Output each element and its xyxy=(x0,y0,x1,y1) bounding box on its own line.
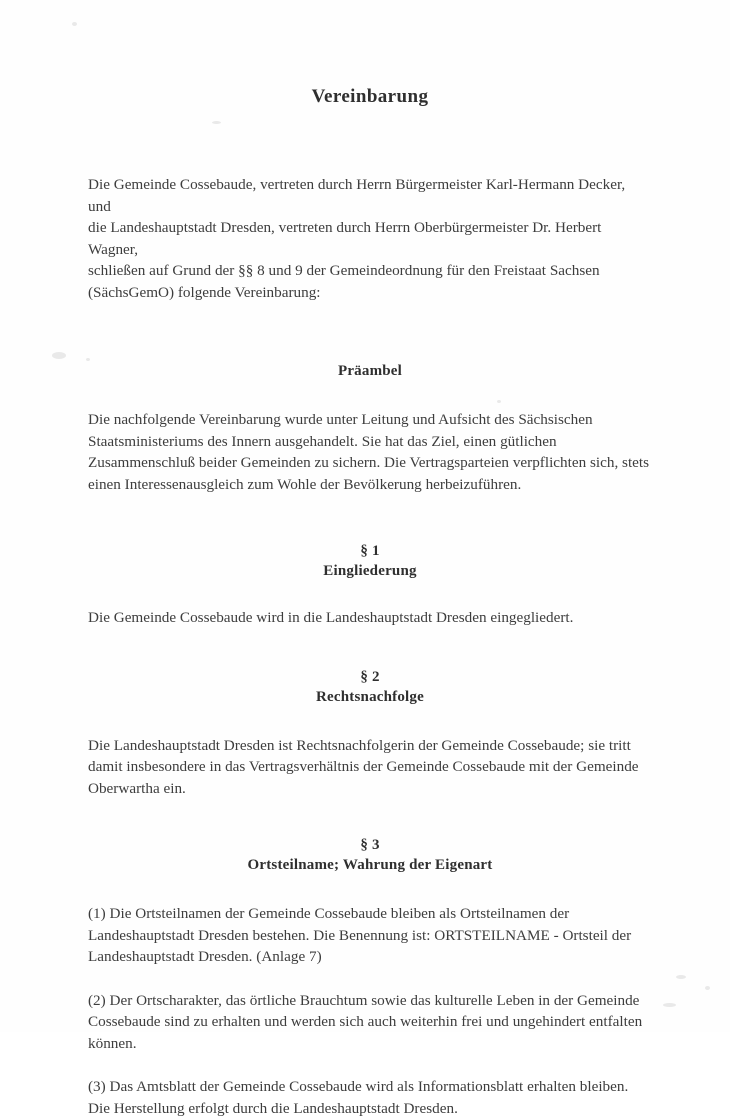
intro-line-5: (SächsGemO) folgende Vereinbarung: xyxy=(88,283,321,301)
section-1-paragraph-1: Die Gemeinde Cossebaude wird in die Landeshauptstadt Dresden eingegliedert. xyxy=(88,609,574,626)
scan-speck xyxy=(705,986,710,990)
preamble-body xyxy=(88,409,652,495)
intro-line-1: Die Gemeinde Cossebaude, vertreten durch Herrn Bürgermeister Karl-Hermann Decker, xyxy=(88,176,626,193)
scan-speck xyxy=(663,1003,676,1007)
section-heading-1 xyxy=(88,541,652,581)
section-body-1 xyxy=(88,607,652,629)
scan-speck xyxy=(72,22,77,26)
section-body-2 xyxy=(88,735,652,800)
section-heading-2 xyxy=(88,667,652,707)
scan-speck xyxy=(52,352,66,359)
intro-block xyxy=(88,174,652,303)
intro-line-3: die Landeshauptstadt Dresden, vertreten durch Herrn Oberbürgermeister Dr. Herbert Wagner, xyxy=(88,219,602,258)
intro-line-2: und xyxy=(88,197,111,215)
intro-line-4: schließen auf Grund der §§ 8 und 9 der Gemeindeordnung für den Freistaat Sachsen xyxy=(88,262,600,279)
section-body-3-cont2 xyxy=(88,1076,652,1119)
page-title: Vereinbarung xyxy=(311,86,429,107)
section-name-3: Ortsteilname; Wahrung der Eigenart xyxy=(247,857,493,873)
section-name-1: Eingliederung xyxy=(323,563,417,579)
section-name-2: Rechtsnachfolge xyxy=(316,688,424,705)
section-3-paragraph-3: (3) Das Amtsblatt der Gemeinde Cossebaude wird als Informationsblatt erhalten bleiben. Die Herstellung erfolgt durch die Landeshauptstadt Dresden. xyxy=(88,1078,629,1117)
section-symbol-2: § 2 xyxy=(360,668,380,685)
preamble-paragraph: Die nachfolgende Vereinbarung wurde unter Leitung und Aufsicht des Sächsischen Staatsministeriums des Innern ausgehandelt. Sie hat das Ziel, einen gütlichen Zusammenschluß beider Gemeinden zu sichern. Die Vertragsparteien verpflichten sich, stets einen Interessenausgleich zum Wohle der Bevölkerung herbeizuführen. xyxy=(88,411,650,493)
preamble-heading-label: Präambel xyxy=(337,363,403,379)
section-3-paragraph-1: (1) Die Ortsteilnamen der Gemeinde Cossebaude bleiben als Ortsteilnamen der Landeshauptstadt Dresden bestehen. Die Benennung ist: ORTSTEILNAME - Ortsteil der Landeshauptstadt Dresden. (Anlage 7) xyxy=(88,905,632,965)
section-2-paragraph-1: Die Landeshauptstadt Dresden ist Rechtsnachfolgerin der Gemeinde Cossebaude; sie tritt damit insbesondere in das Vertragsverhältnis der Gemeinde Cossebaude mit der Gemeinde Oberwartha ein. xyxy=(88,736,639,797)
section-3-paragraph-2: (2) Der Ortscharakter, das örtliche Brauchtum sowie das kulturelle Leben in der Gemeinde Cossebaude sind zu erhalten und werden sich auch weiterhin frei und ungehindert entfalten können. xyxy=(88,991,643,1052)
section-heading-3 xyxy=(88,835,652,875)
section-symbol-3: § 3 xyxy=(360,837,380,853)
scan-speck xyxy=(676,975,686,979)
section-body-3-cont xyxy=(88,990,652,1055)
section-body-3 xyxy=(88,903,652,968)
document-body xyxy=(88,0,652,1119)
preamble-heading xyxy=(88,361,652,381)
section-symbol-1: § 1 xyxy=(360,543,380,559)
